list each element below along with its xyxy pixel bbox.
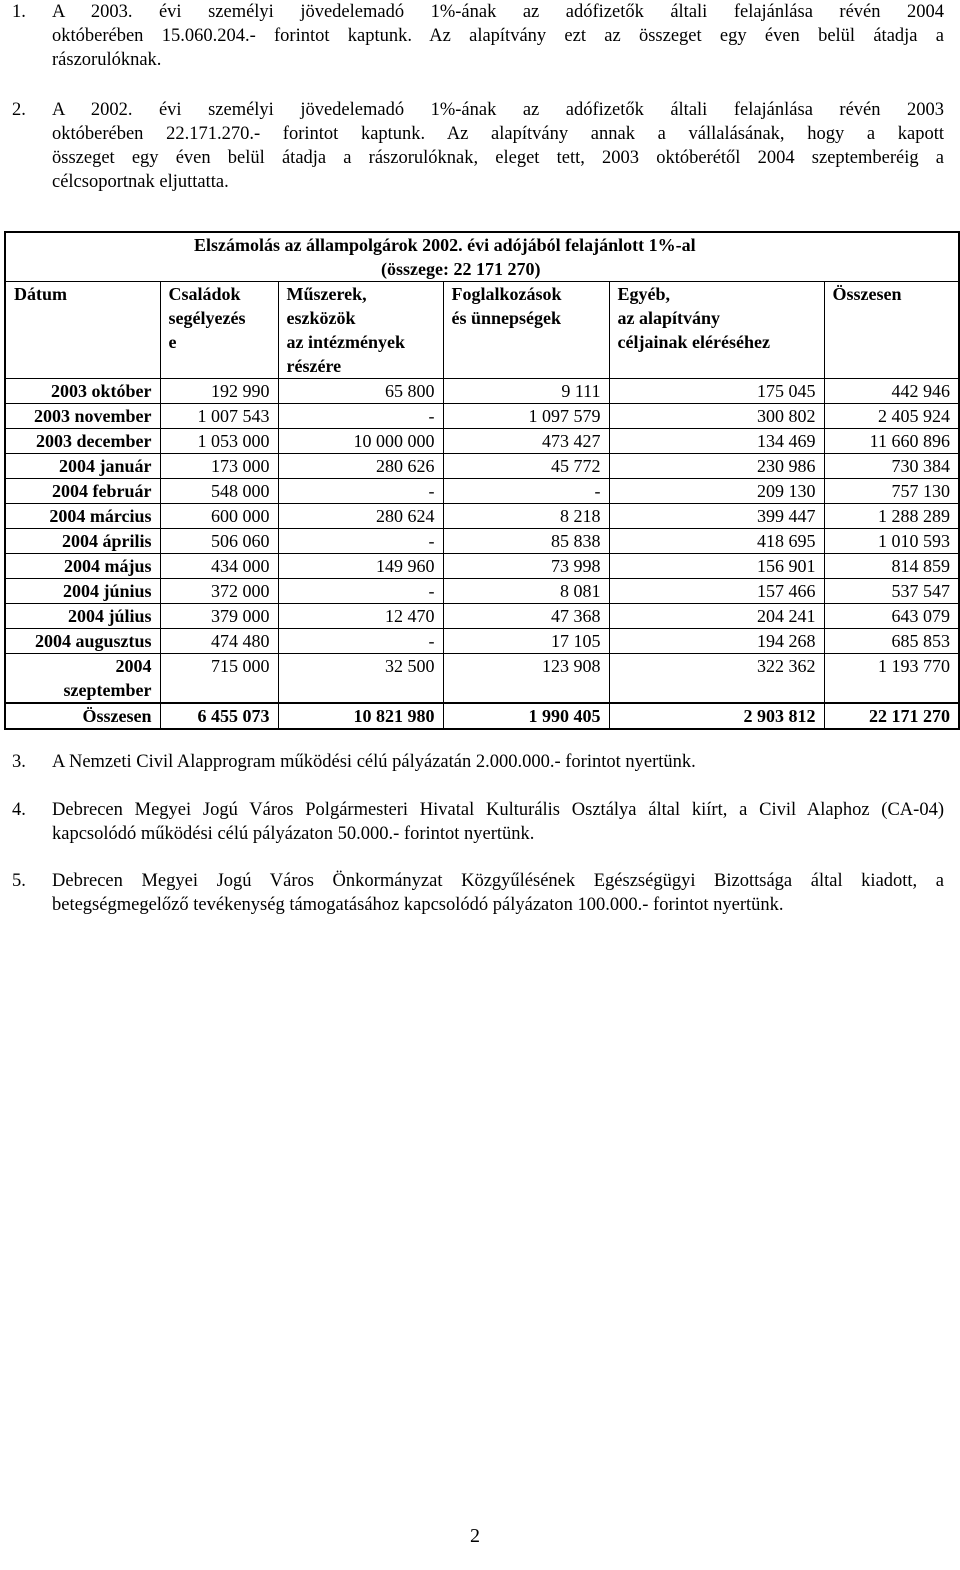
- paragraph-number: 5.: [12, 871, 26, 891]
- paragraph-4: [0, 798, 944, 846]
- cell-total: 442 946: [824, 379, 959, 404]
- cell-families: 506 060: [160, 529, 278, 554]
- cell-total: 1 288 289: [824, 504, 959, 529]
- row-date: 2003 december: [5, 429, 160, 454]
- column-header-date: Dátum: [5, 282, 160, 379]
- paragraph-line: célcsoportnak eljuttatta.: [52, 172, 229, 192]
- cell-total: 537 547: [824, 579, 959, 604]
- header-line: Családok: [168, 284, 241, 304]
- total-families: 6 455 073: [160, 703, 278, 729]
- row-date-line: 2004: [115, 656, 152, 676]
- column-header-events: [443, 282, 609, 379]
- cell-other: 157 466: [609, 579, 824, 604]
- table-row: [5, 454, 959, 479]
- column-header-total: Összesen: [824, 282, 959, 379]
- cell-tools: -: [278, 629, 443, 654]
- paragraph-number: 2.: [12, 100, 26, 120]
- paragraph-line: A 2003. évi személyi jövedelemadó 1%-ának az adófizetők általi felajánlása révén 2004: [52, 2, 944, 22]
- table-row: [5, 479, 959, 504]
- table-row: [5, 404, 959, 429]
- cell-families: 379 000: [160, 604, 278, 629]
- table-row: [5, 379, 959, 404]
- cell-tools: 32 500: [278, 654, 443, 704]
- total-sum: 22 171 270: [824, 703, 959, 729]
- row-date: 2004 január: [5, 454, 160, 479]
- paragraph-line: rászorulóknak.: [52, 50, 162, 70]
- column-header-families: [160, 282, 278, 379]
- cell-tools: -: [278, 479, 443, 504]
- header-line: eszközök: [286, 308, 356, 328]
- header-line: e: [168, 332, 177, 352]
- cell-families: 1 007 543: [160, 404, 278, 429]
- paragraph-line: összeget egy éven belül átadja a rászorulóknak, eleget tett, 2003 októberétől 2004 szeptemberéig a: [52, 148, 944, 168]
- table-row: [5, 629, 959, 654]
- cell-events: 1 097 579: [443, 404, 609, 429]
- cell-families: 474 480: [160, 629, 278, 654]
- allocation-table: [4, 231, 960, 730]
- header-line: Egyéb,: [617, 284, 671, 304]
- row-date: 2003 november: [5, 404, 160, 429]
- cell-events: 9 111: [443, 379, 609, 404]
- paragraph-number: 3.: [12, 752, 26, 772]
- row-date: 2004 április: [5, 529, 160, 554]
- cell-tools: 12 470: [278, 604, 443, 629]
- row-date: 2004 február: [5, 479, 160, 504]
- cell-total: 685 853: [824, 629, 959, 654]
- header-line: az alapítvány: [617, 308, 721, 328]
- column-header-tools: [278, 282, 443, 379]
- cell-events: 8 081: [443, 579, 609, 604]
- cell-events: -: [443, 479, 609, 504]
- header-line: céljainak eléréséhez: [617, 332, 770, 352]
- cell-other: 175 045: [609, 379, 824, 404]
- total-tools: 10 821 980: [278, 703, 443, 729]
- cell-families: 715 000: [160, 654, 278, 704]
- paragraph-line: kapcsolódó működési célú pályázaton 50.000.- forintot nyertünk.: [52, 824, 535, 844]
- cell-families: 372 000: [160, 579, 278, 604]
- cell-total: 11 660 896: [824, 429, 959, 454]
- cell-tools: -: [278, 404, 443, 429]
- cell-tools: 280 624: [278, 504, 443, 529]
- header-line: és ünnepségek: [451, 308, 562, 328]
- cell-other: 204 241: [609, 604, 824, 629]
- row-date-line: szeptember: [63, 680, 152, 700]
- table-row: [5, 554, 959, 579]
- paragraph-line: októberében 15.060.204.- forintot kaptunk. Az alapítvány ezt az összeget egy éven belül átadja a: [52, 26, 944, 46]
- cell-families: 548 000: [160, 479, 278, 504]
- paragraph-1: [0, 0, 944, 72]
- cell-families: 1 053 000: [160, 429, 278, 454]
- cell-families: 192 990: [160, 379, 278, 404]
- cell-families: 173 000: [160, 454, 278, 479]
- header-line: az intézmények: [286, 332, 405, 352]
- row-date: 2004 július: [5, 604, 160, 629]
- row-date: 2004 augusztus: [5, 629, 160, 654]
- cell-events: 73 998: [443, 554, 609, 579]
- paragraph-line: A 2002. évi személyi jövedelemadó 1%-ának az adófizetők általi felajánlása révén 2003: [52, 100, 944, 120]
- header-line: Foglalkozások: [451, 284, 562, 304]
- cell-tools: -: [278, 529, 443, 554]
- paragraph-number: 4.: [12, 800, 26, 820]
- cell-other: 300 802: [609, 404, 824, 429]
- paragraph-2: [0, 98, 944, 194]
- paragraph-line: betegségmegelőző tevékenység támogatásához kapcsolódó pályázaton 100.000.- forintot nyertünk.: [52, 895, 784, 915]
- cell-events: 8 218: [443, 504, 609, 529]
- page-number: 2: [470, 1525, 480, 1547]
- row-date: 2004 június: [5, 579, 160, 604]
- table-caption-sum: (összege: 22 171 270): [5, 257, 959, 282]
- table-caption-title: Elszámolás az állampolgárok 2002. évi adójából felajánlott 1%-al: [5, 232, 959, 257]
- cell-tools: 149 960: [278, 554, 443, 579]
- paragraph-line: Debrecen Megyei Jogú Város Önkormányzat Közgyűlésének Egészségügyi Bizottsága által kiadott, a: [52, 871, 944, 891]
- row-date: 2004 március: [5, 504, 160, 529]
- table-row: [5, 654, 959, 704]
- table-row: [5, 504, 959, 529]
- cell-total: 643 079: [824, 604, 959, 629]
- cell-total: 2 405 924: [824, 404, 959, 429]
- cell-total: 1 010 593: [824, 529, 959, 554]
- cell-total: 757 130: [824, 479, 959, 504]
- table-row: [5, 579, 959, 604]
- cell-other: 399 447: [609, 504, 824, 529]
- cell-other: 209 130: [609, 479, 824, 504]
- paragraph-line: A Nemzeti Civil Alapprogram működési célú pályázatán 2.000.000.- forintot nyertünk.: [52, 752, 696, 772]
- cell-events: 17 105: [443, 629, 609, 654]
- cell-other: 418 695: [609, 529, 824, 554]
- cell-events: 45 772: [443, 454, 609, 479]
- cell-total: 1 193 770: [824, 654, 959, 704]
- paragraph-3: [0, 750, 944, 774]
- total-events: 1 990 405: [443, 703, 609, 729]
- paragraph-line: októberében 22.171.270.- forintot kaptunk. Az alapítvány annak a vállalásának, hogy a kapott: [52, 124, 944, 144]
- cell-tools: -: [278, 579, 443, 604]
- header-line: segélyezés: [168, 308, 246, 328]
- cell-families: 434 000: [160, 554, 278, 579]
- cell-tools: 10 000 000: [278, 429, 443, 454]
- cell-total: 730 384: [824, 454, 959, 479]
- cell-tools: 280 626: [278, 454, 443, 479]
- cell-other: 230 986: [609, 454, 824, 479]
- total-other: 2 903 812: [609, 703, 824, 729]
- cell-other: 322 362: [609, 654, 824, 704]
- cell-other: 134 469: [609, 429, 824, 454]
- cell-events: 473 427: [443, 429, 609, 454]
- column-header-other: [609, 282, 824, 379]
- table-row: [5, 429, 959, 454]
- cell-tools: 65 800: [278, 379, 443, 404]
- cell-events: 85 838: [443, 529, 609, 554]
- row-date: 2003 október: [5, 379, 160, 404]
- paragraph-line: Debrecen Megyei Jogú Város Polgármesteri Hivatal Kulturális Osztálya által kiírt, a Civil Alaphoz (CA-04): [52, 800, 944, 820]
- header-line: Műszerek,: [286, 284, 367, 304]
- total-row-label: Összesen: [5, 703, 160, 729]
- row-date: [5, 654, 160, 704]
- cell-events: 47 368: [443, 604, 609, 629]
- header-line: részére: [286, 356, 342, 376]
- paragraph-5: [0, 869, 944, 917]
- cell-events: 123 908: [443, 654, 609, 704]
- paragraph-number: 1.: [12, 2, 26, 22]
- table-row: [5, 604, 959, 629]
- row-date: 2004 május: [5, 554, 160, 579]
- cell-other: 194 268: [609, 629, 824, 654]
- cell-families: 600 000: [160, 504, 278, 529]
- cell-total: 814 859: [824, 554, 959, 579]
- table-row: [5, 529, 959, 554]
- cell-other: 156 901: [609, 554, 824, 579]
